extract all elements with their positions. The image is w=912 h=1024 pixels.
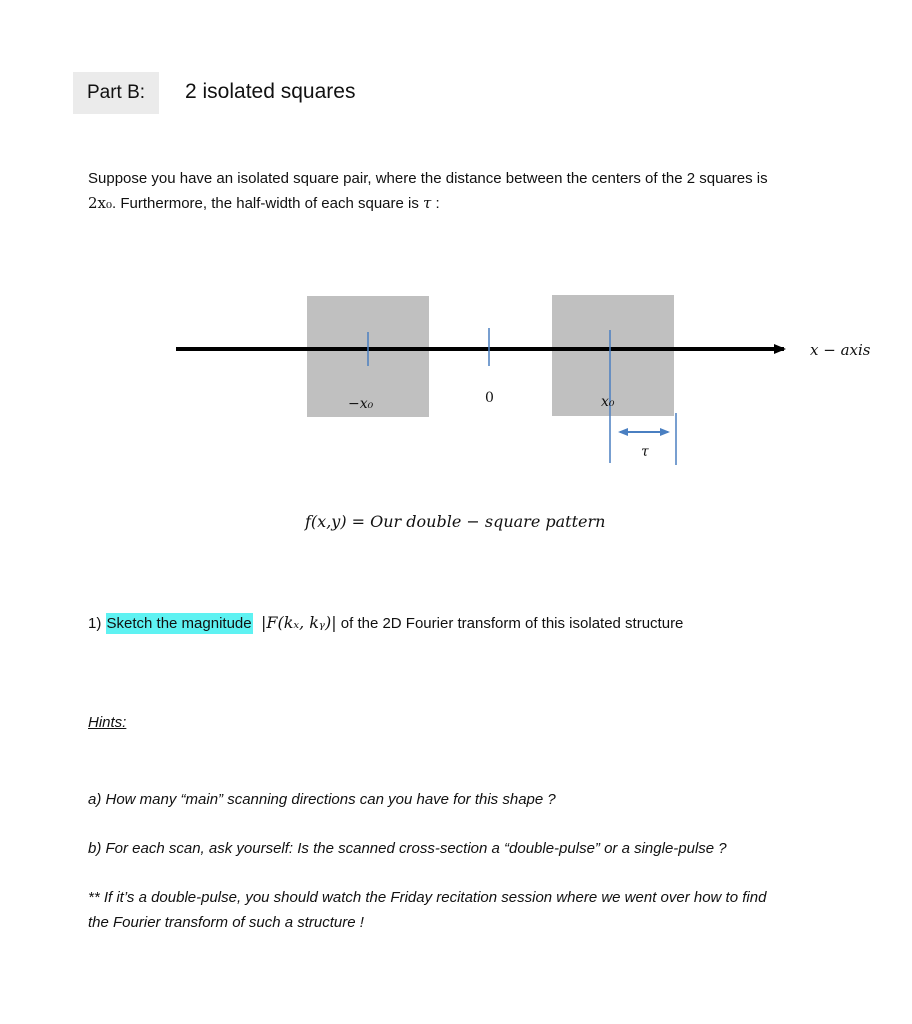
hint-a: a) How many “main” scanning directions can you have for this shape ?: [88, 791, 556, 808]
fourier-magnitude-math: |F(kₓ, kᵧ)|: [260, 613, 337, 632]
question-highlight: Sketch the magnitude: [106, 615, 252, 632]
question-1: [88, 610, 683, 637]
hint-b: b) For each scan, ask yourself: Is the scanned cross-section a “double-pulse” or a single-pulse ?: [88, 840, 727, 857]
intro-tau-symbol: τ: [423, 194, 432, 212]
hint-c: [88, 885, 848, 935]
question-rest: of the 2D Fourier transform of this isolated structure: [336, 615, 684, 632]
intro-colon: :: [431, 195, 440, 212]
intro-line-1: Suppose you have an isolated square pair, where the distance between the centers of the 2 squares is: [88, 170, 768, 187]
label-zero: 0: [485, 390, 494, 406]
hint-c-line-2: the Fourier transform of such a structure !: [88, 914, 364, 931]
label-neg-x0: −x₀: [348, 396, 374, 412]
part-title: 2 isolated squares: [185, 80, 356, 103]
square-pair-diagram: [0, 280, 912, 480]
intro-line-2-text: . Furthermore, the half-width of each square is: [112, 195, 419, 212]
intro-distance-math: 2x₀: [88, 194, 113, 212]
part-label: Part B:: [73, 72, 159, 114]
axis-label: x − axis: [810, 341, 871, 359]
label-tau: τ: [641, 444, 649, 460]
label-x0: x₀: [601, 394, 615, 410]
pattern-formula: f(x,y) = Our double − square pattern: [305, 512, 606, 531]
hints-label: Hints:: [88, 714, 127, 731]
question-number: 1): [88, 615, 106, 632]
intro-paragraph: [88, 166, 848, 216]
hint-c-line-1: ** If it’s a double-pulse, you should watch the Friday recitation session where we went over how to find: [88, 889, 767, 906]
intro-line-2: [88, 191, 848, 216]
